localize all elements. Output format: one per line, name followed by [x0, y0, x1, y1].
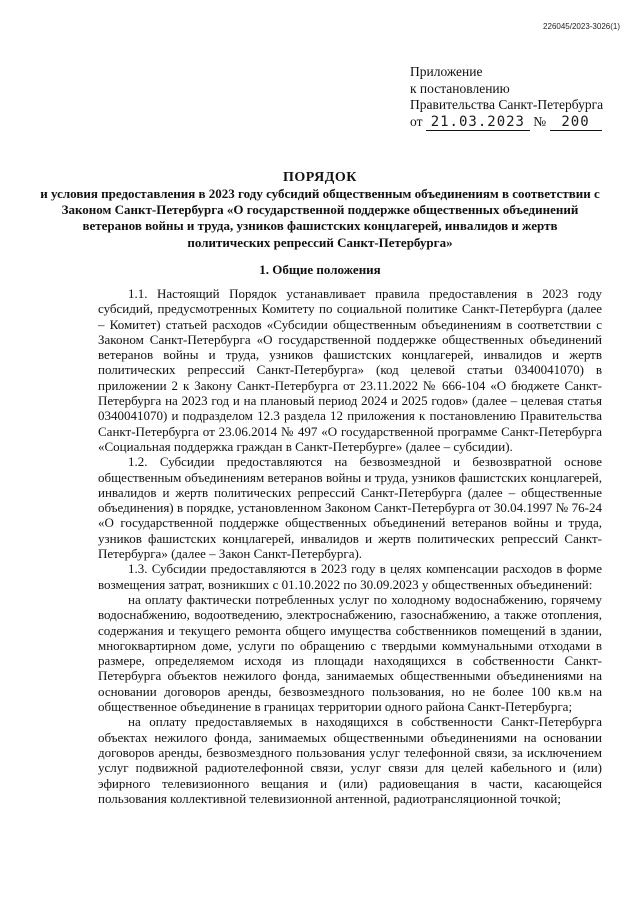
paragraph-1-2: 1.2. Субсидии предоставляются на безвозмездной и безвозвратной основе общественным объединениям ветеранов войны и труда, узников фашистских концлагерей, инвалидов и жертв политических репрессий Санкт-Петербурга (далее – общественные объединения) в порядке, установленном Законом Санкт-Петербурга от 30.04.1997 № 76-24 «О государственной поддержке общественных объединений ветеранов войны и труда, узников фашистских концлагерей, инвалидов и жертв политических репрессий Санкт-Петербурга» (далее – Закон Санкт-Петербурга). [98, 454, 602, 562]
paragraph-1-1: 1.1. Настоящий Порядок устанавливает правила предоставления в 2023 году субсидий, предусмотренных Комитету по социальной политике Санкт-Петербурга (далее – Комитет) статьей расходов «Субсидии общественным объединениям в соответствии с Законом Санкт-Петербурга «О государственной поддержке общественных объединений ветеранов войны и труда, узников фашистских концлагерей, инвалидов и жертв политических репрессий Санкт-Петербурга» (код целевой статьи 0340041070) в приложении 2 к Закону Санкт-Петербурга от 23.11.2022 № 666-104 «О бюджете Санкт-Петербурга на 2023 год и на плановый период 2024 и 2025 годов» (далее – целевая статья 0340041070) и подразделом 12.3 раздела 12 приложения к постановлению Правительства Санкт-Петербурга от 23.06.2014 № 497 «О государственной программе Санкт-Петербурга «Социальная поддержка граждан в Санкт-Петербурге» (далее – субсидии). [98, 286, 602, 454]
paragraph-telephone: на оплату предоставляемых в находящихся в собственности Санкт-Петербурга объектах нежилого фонда, занимаемых общественными объединениями на основании договоров аренды, безвозмездного пользования услуг телефонной связи, за исключением услуг подвижной радиотелефонной связи, услуг связи для целей кабельного и (или) эфирного телевизионного вещания и (или) радиовещания в части, касающейся пользования коллективной телевизионной антенной, радиотрансляционной точкой; [98, 714, 602, 806]
date-prefix: от [410, 113, 423, 129]
appendix-line-2: к постановлению [410, 80, 510, 96]
appendix-line-3: Правительства Санкт-Петербурга [410, 97, 604, 112]
appendix-date-line [410, 114, 625, 132]
appendix-line-1: Приложение [410, 64, 483, 79]
section-heading: 1. Общие положения [259, 262, 381, 277]
document-body [98, 286, 602, 806]
appendix-block [410, 64, 625, 131]
document-code: 226045/2023-3026(1) [543, 22, 620, 31]
paragraph-1-3: 1.3. Субсидии предоставляются в 2023 году в целях компенсации расходов в форме возмещения затрат, возникших с 01.10.2022 по 30.09.2023 у общественных объединений: [98, 561, 602, 592]
number-prefix: № [533, 113, 547, 129]
appendix-number: 200 [550, 114, 602, 132]
document-title: ПОРЯДОК [283, 170, 357, 185]
appendix-date: 21.03.2023 [426, 114, 530, 132]
paragraph-utilities: на оплату фактически потребленных услуг по холодному водоснабжению, горячему водоснабжению, водоотведению, электроснабжению, газоснабжению, а также отопления, содержания и текущего ремонта общего имущества собственников помещений в здании, многоквартирном доме, услуги по обращению с твердыми коммунальными отходами в размере, определяемом исходя из площади находящихся в собственности Санкт-Петербурга объектов нежилого фонда, занимаемых общественными объединениями на основании договоров аренды, безвозмездного пользования, но не более 100 кв.м на общественное объединение в границах территории одного района Санкт-Петербурга; [98, 591, 602, 715]
document-subtitle: и условия предоставления в 2023 году субсидий общественным объединениям в соответствии с Законом Санкт-Петербурга «О государственной поддержке общественных объединений ветеранов войны и труда, узников фашистских концлагерей, инвалидов и жертв политических репрессий Санкт-Петербурга» [40, 186, 600, 250]
